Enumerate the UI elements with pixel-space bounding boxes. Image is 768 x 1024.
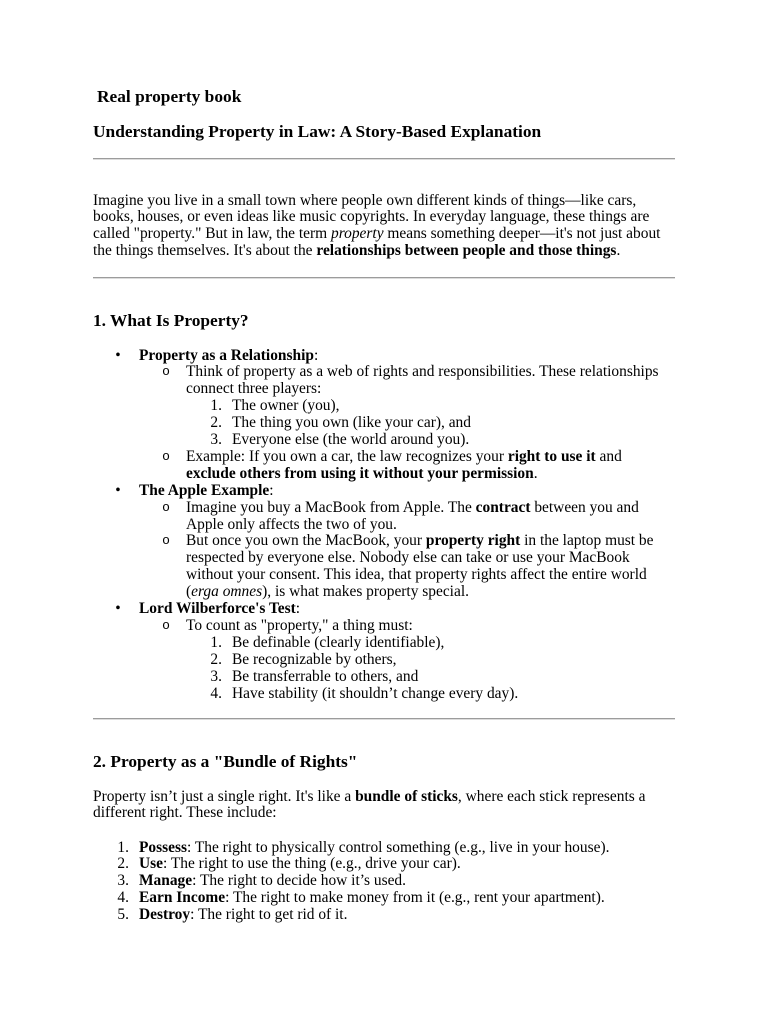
sub-list-item-text (186, 363, 659, 397)
bold-text: contract (475, 498, 531, 516)
numbered-item-text: Be definable (clearly identifiable), (232, 633, 445, 651)
italic-text: erga omnes (191, 583, 263, 601)
bold-text: bundle of sticks (355, 787, 458, 805)
text-run: : (313, 346, 319, 364)
rights-item (117, 855, 673, 873)
item-number: 4. (117, 889, 129, 907)
list-item-label (139, 600, 300, 617)
section-2-paragraph (93, 789, 673, 823)
item-number: 3. (210, 431, 222, 449)
numbered-list (186, 635, 668, 703)
rights-item-text (139, 906, 347, 923)
section-1-list (93, 348, 673, 703)
document-title: Real property book (97, 87, 242, 106)
text-run: . (533, 464, 538, 482)
list-item-label (139, 347, 318, 364)
sub-list-item (162, 498, 668, 534)
sub-list-item-text (186, 499, 639, 533)
intro-paragraph (93, 193, 673, 261)
text-run: ), is what makes property special. (262, 583, 469, 601)
rights-item (117, 838, 673, 857)
rights-list (93, 840, 673, 925)
numbered-item (210, 633, 668, 652)
text-run: Property isn’t just a single right. It's like a (93, 787, 356, 805)
sub-list-item (162, 617, 668, 703)
list-item-relationship (115, 346, 673, 483)
numbered-item-text: Everyone else (the world around you). (232, 431, 470, 449)
bold-text: Property as a Relationship (139, 346, 314, 364)
horizontal-rule (93, 277, 675, 279)
circle-marker: o (162, 499, 170, 515)
document-page (93, 0, 675, 1024)
sub-list (139, 500, 673, 601)
horizontal-rule (93, 158, 675, 160)
bullet-marker: • (115, 481, 121, 499)
text-run: : (269, 481, 274, 499)
text-run: means something deeper—it's not just about the things themselves. It's about the (93, 225, 661, 260)
bold-text: Possess (139, 838, 187, 856)
text-run: between you and Apple only affects the two of you. (186, 498, 639, 533)
bold-text: relationships between people and those things (316, 242, 617, 260)
text-run: in the laptop must be respected by everyone else. Nobody else can take or use your MacBook without your consent. This idea, that property rights affect the entire world ( (186, 532, 654, 601)
italic-text: property (331, 225, 384, 243)
item-number: 2. (210, 414, 222, 432)
text-run: : The right to use the thing (e.g., drive your car). (162, 855, 461, 873)
item-number: 5. (117, 906, 129, 924)
sub-list-item (162, 363, 668, 449)
sub-list-item (162, 447, 668, 483)
numbered-item-text: Be transferrable to others, and (232, 667, 419, 685)
rights-item (117, 872, 673, 890)
text-run: But once you own the MacBook, your (186, 532, 426, 550)
item-number: 3. (210, 667, 222, 685)
numbered-item-text: The owner (you), (232, 397, 340, 415)
document-subtitle: Understanding Property in Law: A Story-Based Explanation (93, 122, 542, 141)
text-run: : The right to make money from it (e.g., rent your apartment). (225, 889, 605, 907)
sub-list (139, 618, 673, 703)
list-item-wilberforce-test (115, 600, 673, 702)
list-item-apple-example (115, 481, 673, 601)
bullet-marker: • (115, 600, 121, 618)
bold-text: Earn Income (139, 889, 226, 907)
item-number: 2. (117, 855, 129, 873)
text-run: Imagine you live in a small town where people own different kinds of things—like cars, books, houses, or even ideas like music copyrights. In everyday language, these things are called "property." But in law, the term (93, 191, 650, 243)
sub-list (139, 364, 673, 482)
item-number: 1. (210, 633, 222, 651)
circle-marker: o (162, 618, 170, 633)
section-2-heading: 2. Property as a "Bundle of Rights" (93, 752, 358, 771)
text-run: : (295, 600, 301, 618)
sub-list-item (162, 532, 668, 601)
text-run: . (616, 242, 621, 260)
numbered-list (186, 398, 668, 449)
numbered-item-text: Be recognizable by others, (232, 650, 397, 668)
text-run: : The right to decide how it’s used. (192, 872, 406, 890)
sub-list-item-text (186, 532, 653, 600)
text-run: Think of property as a web of rights and responsibilities. These relationships connect three players: (186, 363, 659, 398)
bold-text: property right (425, 532, 521, 550)
bold-text: The Apple Example (139, 481, 270, 499)
item-number: 1. (117, 838, 129, 856)
text-run: and (595, 447, 622, 465)
bold-text: Destroy (139, 906, 191, 924)
numbered-item (210, 397, 668, 415)
sub-list-item-text (186, 617, 413, 634)
text-run: To count as "property," a thing must: (186, 617, 413, 634)
numbered-item (210, 667, 668, 686)
numbered-item (210, 414, 668, 432)
section-1-heading: 1. What Is Property? (93, 311, 249, 330)
bold-text: Manage (139, 872, 193, 890)
text-run: Imagine you buy a MacBook from Apple. The (186, 498, 476, 516)
circle-marker: o (162, 533, 170, 549)
rights-item-text (139, 839, 609, 856)
text-run: Example: If you own a car, the law recognizes your (186, 447, 508, 465)
item-number: 1. (210, 397, 222, 415)
numbered-item-text: Have stability (it shouldn’t change every day). (232, 684, 519, 702)
item-number: 2. (210, 650, 222, 668)
rights-item-text (139, 855, 461, 872)
bold-text: Lord Wilberforce's Test (139, 600, 296, 618)
numbered-item-text: The thing you own (like your car), and (232, 414, 471, 432)
horizontal-rule (93, 718, 675, 720)
bold-text: Use (139, 855, 163, 873)
rights-item (117, 889, 673, 907)
sub-list-item-text (186, 448, 622, 482)
item-number: 3. (117, 872, 129, 890)
numbered-item (210, 431, 668, 449)
item-number: 4. (210, 684, 222, 702)
rights-item-text (139, 872, 406, 889)
bullet-marker: • (115, 346, 121, 364)
text-run: : The right to get rid of it. (190, 906, 348, 924)
numbered-item (210, 650, 668, 669)
bold-text: right to use it (507, 447, 596, 465)
text-run: , where each stick represents a different right. These include: (93, 787, 646, 822)
numbered-item (210, 684, 668, 703)
circle-marker: o (162, 364, 170, 380)
bold-text: exclude others from using it without your permission (186, 464, 534, 482)
rights-item-text (139, 889, 605, 906)
list-item-label (139, 482, 274, 499)
circle-marker: o (162, 448, 170, 464)
rights-item (117, 906, 673, 924)
text-run: : The right to physically control something (e.g., live in your house). (186, 838, 610, 856)
